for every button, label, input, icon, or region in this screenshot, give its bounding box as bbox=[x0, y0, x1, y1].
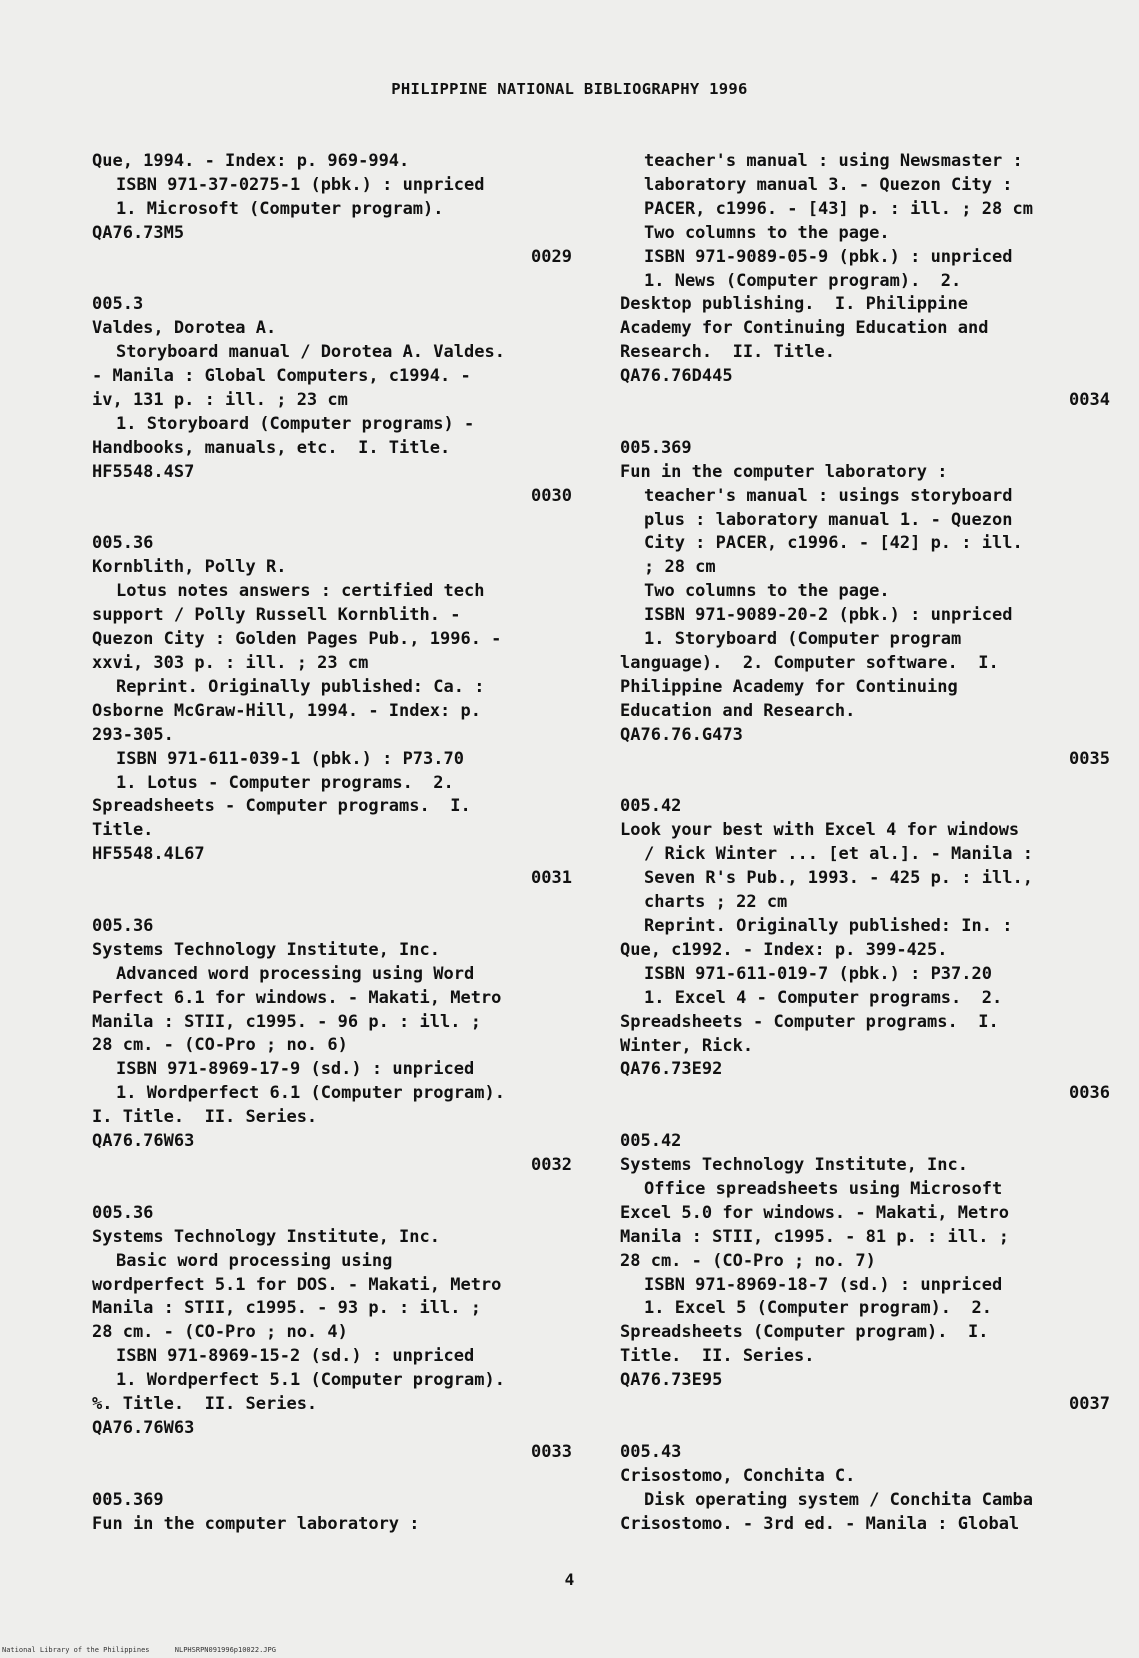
entry-line: Advanced word processing using Word bbox=[116, 963, 475, 984]
spacer bbox=[92, 509, 572, 533]
entry-line: Manila : STII, c1995. - 93 p. : ill. ; bbox=[92, 1298, 481, 1319]
entry-line: 005.42 bbox=[620, 1131, 682, 1152]
entry-line: Spreadsheets (Computer program). I. bbox=[620, 1322, 989, 1343]
entry-line: teacher's manual : usings storyboard bbox=[644, 485, 1013, 506]
entry-line: ISBN 971-8969-15-2 (sd.) : unpriced bbox=[116, 1346, 475, 1367]
entry-line: Philippine Academy for Continuing bbox=[620, 676, 958, 697]
entry-line: ISBN 971-611-039-1 (pbk.) : P73.70 bbox=[116, 748, 464, 769]
entry-line: laboratory manual 3. - Quezon City : bbox=[644, 174, 1013, 195]
entry-line: 1. Excel 4 - Computer programs. 2. bbox=[644, 987, 1003, 1008]
spacer bbox=[92, 270, 572, 294]
entry-line: HF5548.4S7 bbox=[92, 461, 195, 482]
entry-line: Reprint. Originally published: In. : bbox=[644, 915, 1013, 936]
entry-line: - Manila : Global Computers, c1994. - bbox=[92, 366, 471, 387]
entry-line: Lotus notes answers : certified tech bbox=[116, 581, 485, 602]
entry-line: Que, 1994. - Index: p. 969-994. bbox=[92, 151, 410, 171]
entry-line: 005.36 bbox=[92, 915, 154, 936]
entry-line: QA76.76D445 bbox=[620, 366, 733, 387]
entry-line: / Rick Winter ... [et al.]. - Manila : bbox=[644, 844, 1033, 865]
entry-line: Academy for Continuing Education and bbox=[620, 318, 989, 339]
entry-line: Que, c1992. - Index: p. 399-425. bbox=[620, 939, 948, 960]
entry-line: QA76.76W63 bbox=[92, 1417, 195, 1438]
entry-line: Crisostomo. - 3rd ed. - Manila : Global bbox=[620, 1513, 1020, 1534]
page-number: 4 bbox=[564, 1570, 575, 1589]
entry-number: 0036 bbox=[1069, 1083, 1110, 1104]
entry-line: ISBN 971-611-019-7 (pbk.) : P37.20 bbox=[644, 963, 992, 984]
entry-line: 005.42 bbox=[620, 796, 682, 817]
entry-line: 1. Storyboard (Computer program bbox=[644, 629, 962, 650]
entry-line: QA76.76.G473 bbox=[620, 724, 743, 745]
entry-line: iv, 131 p. : ill. ; 23 cm bbox=[92, 390, 348, 411]
entry-line: QA76.76W63 bbox=[92, 1131, 195, 1152]
entry-line: 1. Excel 5 (Computer program). 2. bbox=[644, 1298, 992, 1319]
left-column bbox=[92, 150, 572, 1536]
right-column bbox=[620, 150, 1110, 1537]
entry-line: 28 cm. - (CO-Pro ; no. 6) bbox=[92, 1035, 348, 1056]
footer-caption: National Library of the Philippines NLPHSRPN091996p10022.JPG bbox=[2, 1646, 276, 1654]
entry-line: Desktop publishing. I. Philippine bbox=[620, 294, 968, 315]
entry-line: Handbooks, manuals, etc. I. Title. bbox=[92, 437, 451, 458]
entry-line: Valdes, Dorotea A. bbox=[92, 318, 277, 339]
entry-line: 1. Wordperfect 6.1 (Computer program). bbox=[116, 1083, 505, 1104]
entry-line: Education and Research. bbox=[620, 700, 856, 721]
entry-line: 005.36 bbox=[92, 1202, 154, 1223]
entry-line: teacher's manual : using Newsmaster : bbox=[644, 151, 1023, 171]
entry-line: Disk operating system / Conchita Camba bbox=[644, 1489, 1033, 1510]
entry-line: ; 28 cm bbox=[644, 557, 716, 578]
entry-line: 1. Wordperfect 5.1 (Computer program). bbox=[116, 1370, 505, 1391]
entry-line: Systems Technology Institute, Inc. bbox=[620, 1155, 968, 1176]
entry-line: Crisostomo, Conchita C. bbox=[620, 1465, 856, 1486]
entry-line: 005.36 bbox=[92, 533, 154, 554]
entry-line: I. Title. II. Series. bbox=[92, 1107, 318, 1128]
entry-line: Manila : STII, c1995. - 96 p. : ill. ; bbox=[92, 1011, 481, 1032]
spacer bbox=[620, 413, 1110, 437]
entry-line: Title. bbox=[92, 820, 154, 841]
entry-line: QA76.73M5 bbox=[92, 222, 185, 243]
entry-line: ISBN 971-8969-17-9 (sd.) : unpriced bbox=[116, 1059, 475, 1080]
entry-line: PACER, c1996. - [43] p. : ill. ; 28 cm bbox=[644, 198, 1033, 219]
spacer bbox=[620, 772, 1110, 796]
entry-line: Reprint. Originally published: Ca. : bbox=[116, 676, 485, 697]
entry-line: QA76.73E92 bbox=[620, 1059, 723, 1080]
entry-line: Osborne McGraw-Hill, 1994. - Index: p. bbox=[92, 700, 481, 721]
spacer bbox=[620, 1106, 1110, 1130]
entry-line: 005.369 bbox=[92, 1489, 164, 1510]
entry-line: Systems Technology Institute, Inc. bbox=[92, 939, 440, 960]
entry-line: Basic word processing using bbox=[116, 1250, 393, 1271]
entry-line: %. Title. II. Series. bbox=[92, 1394, 318, 1415]
entry-line: Excel 5.0 for windows. - Makati, Metro bbox=[620, 1202, 1009, 1223]
entry-number: 0033 bbox=[531, 1441, 572, 1462]
entry-line: Quezon City : Golden Pages Pub., 1996. - bbox=[92, 629, 502, 650]
entry-line: Two columns to the page. bbox=[644, 222, 890, 243]
entry-line: Two columns to the page. bbox=[644, 581, 890, 602]
entry-line: Kornblith, Polly R. bbox=[92, 557, 287, 578]
spacer bbox=[620, 1417, 1110, 1441]
entry-line: Title. II. Series. bbox=[620, 1346, 815, 1367]
entry-number: 0032 bbox=[531, 1155, 572, 1176]
entry-line: HF5548.4L67 bbox=[92, 844, 205, 865]
entry-line: support / Polly Russell Kornblith. - bbox=[92, 605, 461, 626]
entry-line: Fun in the computer laboratory : bbox=[620, 461, 948, 482]
entry-line: Systems Technology Institute, Inc. bbox=[92, 1226, 440, 1247]
entry-line: Fun in the computer laboratory : bbox=[92, 1513, 420, 1534]
entry-line: wordperfect 5.1 for DOS. - Makati, Metro bbox=[92, 1274, 502, 1295]
entry-line: language). 2. Computer software. I. bbox=[620, 653, 999, 674]
entry-line: 1. Microsoft (Computer program). bbox=[116, 198, 444, 219]
entry-line: 005.43 bbox=[620, 1441, 682, 1462]
entry-line: xxvi, 303 p. : ill. ; 23 cm bbox=[92, 653, 369, 673]
entry-number: 0029 bbox=[531, 246, 572, 267]
entry-line: City : PACER, c1996. - [42] p. : ill. bbox=[644, 533, 1023, 554]
entry-line: Manila : STII, c1995. - 81 p. : ill. ; bbox=[620, 1226, 1009, 1247]
entry-line: Storyboard manual / Dorotea A. Valdes. bbox=[116, 342, 505, 363]
entry-line: 1. News (Computer program). 2. bbox=[644, 270, 962, 291]
entry-line: Research. II. Title. bbox=[620, 342, 835, 363]
spacer bbox=[92, 1178, 572, 1202]
entry-line: Spreadsheets - Computer programs. I. bbox=[620, 1011, 999, 1032]
entry-line: ISBN 971-9089-20-2 (pbk.) : unpriced bbox=[644, 605, 1013, 626]
entry-number: 0031 bbox=[531, 868, 572, 889]
entry-number: 0035 bbox=[1069, 748, 1110, 769]
entry-line: ISBN 971-9089-05-9 (pbk.) : unpriced bbox=[644, 246, 1013, 267]
entry-line: 293-305. bbox=[92, 724, 174, 745]
entry-line: ISBN 971-37-0275-1 (pbk.) : unpriced bbox=[116, 174, 485, 195]
entry-line: Office spreadsheets using Microsoft bbox=[644, 1178, 1003, 1199]
entry-line: Spreadsheets - Computer programs. I. bbox=[92, 796, 471, 817]
entry-line: Seven R's Pub., 1993. - 425 p. : ill., bbox=[644, 868, 1033, 889]
entry-line: Perfect 6.1 for windows. - Makati, Metro bbox=[92, 987, 502, 1008]
entry-line: plus : laboratory manual 1. - Quezon bbox=[644, 509, 1013, 530]
entry-number: 0030 bbox=[531, 485, 572, 506]
entry-number: 0034 bbox=[1069, 390, 1110, 411]
entry-number: 0037 bbox=[1069, 1394, 1110, 1415]
entry-line: Winter, Rick. bbox=[620, 1035, 754, 1056]
entry-line: ISBN 971-8969-18-7 (sd.) : unpriced bbox=[644, 1274, 1003, 1295]
page-title: PHILIPPINE NATIONAL BIBLIOGRAPHY 1996 bbox=[391, 80, 748, 98]
spacer bbox=[92, 891, 572, 915]
entry-line: 1. Lotus - Computer programs. 2. bbox=[116, 772, 454, 793]
entry-line: 28 cm. - (CO-Pro ; no. 7) bbox=[620, 1250, 876, 1271]
entry-line: 005.3 bbox=[92, 294, 144, 315]
entry-line: 005.369 bbox=[620, 437, 692, 458]
entry-line: 1. Storyboard (Computer programs) - bbox=[116, 413, 475, 434]
entry-line: charts ; 22 cm bbox=[644, 892, 788, 913]
entry-line: 28 cm. - (CO-Pro ; no. 4) bbox=[92, 1322, 348, 1343]
entry-line: QA76.73E95 bbox=[620, 1370, 723, 1391]
entry-line: Look your best with Excel 4 for windows bbox=[620, 820, 1020, 841]
spacer bbox=[92, 1465, 572, 1489]
